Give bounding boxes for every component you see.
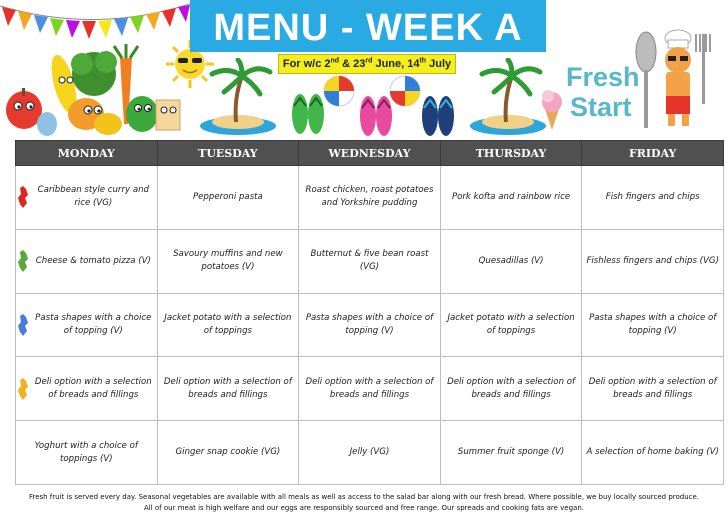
marker-shape bbox=[18, 314, 28, 336]
menu-cell bbox=[16, 357, 158, 421]
beach-ball-icon bbox=[388, 74, 422, 108]
marker-shape bbox=[18, 186, 28, 208]
menu-cell: Jacket potato with a selection of toppings bbox=[440, 293, 582, 357]
table-row bbox=[16, 357, 724, 421]
menu-cell: Pepperoni pasta bbox=[157, 166, 299, 230]
day-header-row bbox=[16, 141, 724, 166]
menu-cell: Pasta shapes with a choice of topping (V) bbox=[582, 293, 724, 357]
menu-cell: Summer fruit sponge (V) bbox=[440, 421, 582, 485]
footer-line: All of our meat is high welfare and our eggs are responsibly sourced and free range. Our spreads and cooking fats are vegan. bbox=[144, 504, 584, 512]
fresh-start-logo: Fresh Start bbox=[566, 62, 640, 122]
bunting-icon bbox=[0, 0, 190, 48]
day-header: FRIDAY bbox=[582, 141, 724, 166]
menu-cell: Jacket potato with a selection of toppings bbox=[157, 293, 299, 357]
menu-cell: Butternut & five bean roast (VG) bbox=[299, 229, 441, 293]
menu-item-text: Caribbean style curry and rice (VG) bbox=[37, 185, 149, 209]
day-header: WEDNESDAY bbox=[299, 141, 441, 166]
week-dates-label: For w/c 2nd & 23rd June, 14th July bbox=[278, 54, 456, 74]
table-row bbox=[16, 421, 724, 485]
day-header: THURSDAY bbox=[440, 141, 582, 166]
day-header: TUESDAY bbox=[157, 141, 299, 166]
ice-cream-icon bbox=[536, 86, 568, 132]
menu-cell: Pork kofta and rainbow rice bbox=[440, 166, 582, 230]
hand-marker-icon bbox=[17, 250, 29, 272]
weekly-menu-table bbox=[15, 140, 724, 485]
hand-marker-icon bbox=[17, 314, 29, 336]
menu-cell: A selection of home baking (V) bbox=[582, 421, 724, 485]
footer-line: Fresh fruit is served every day. Seasonal vegetables are available with all meals as well as access to the salad bar along with our fresh bread. Where possible, we buy locally sourced produce. bbox=[28, 493, 700, 501]
menu-cell: Ginger snap cookie (VG) bbox=[157, 421, 299, 485]
hand-marker-icon bbox=[17, 186, 29, 208]
menu-item-text: Deli option with a selection of breads and fillings bbox=[34, 376, 152, 400]
menu-cell: Fishless fingers and chips (VG) bbox=[582, 229, 724, 293]
day-header: MONDAY bbox=[16, 141, 158, 166]
menu-title: MENU - WEEK A bbox=[190, 0, 546, 52]
menu-cell: Savoury muffins and new potatoes (V) bbox=[157, 229, 299, 293]
table-row bbox=[16, 166, 724, 230]
flip-flops-icon bbox=[418, 92, 458, 138]
menu-footer-note bbox=[0, 492, 728, 514]
table-row bbox=[16, 293, 724, 357]
menu-cell: Quesadillas (V) bbox=[440, 229, 582, 293]
table-row bbox=[16, 229, 724, 293]
marker-shape bbox=[18, 378, 28, 400]
marker-shape bbox=[18, 250, 28, 272]
menu-cell bbox=[16, 166, 158, 230]
menu-cell: Deli option with a selection of breads and fillings bbox=[440, 357, 582, 421]
menu-cell: Roast chicken, roast potatoes and Yorkshire pudding bbox=[299, 166, 441, 230]
palm-island-icon bbox=[198, 58, 278, 136]
menu-cell bbox=[16, 293, 158, 357]
hand-marker-icon bbox=[17, 378, 29, 400]
chef-spoon-mascot-icon bbox=[632, 28, 722, 132]
menu-cell: Deli option with a selection of breads and fillings bbox=[582, 357, 724, 421]
menu-cell: Yoghurt with a choice of toppings (V) bbox=[16, 421, 158, 485]
menu-item-text: Cheese & tomato pizza (V) bbox=[35, 255, 151, 266]
menu-cell: Deli option with a selection of breads and fillings bbox=[157, 357, 299, 421]
menu-cell: Jelly (VG) bbox=[299, 421, 441, 485]
menu-cell: Pasta shapes with a choice of topping (V) bbox=[299, 293, 441, 357]
menu-cell bbox=[16, 229, 158, 293]
menu-item-text: Pasta shapes with a choice of topping (V) bbox=[35, 312, 152, 336]
menu-cell: Fish fingers and chips bbox=[582, 166, 724, 230]
menu-cell: Deli option with a selection of breads and fillings bbox=[299, 357, 441, 421]
beach-ball-icon bbox=[322, 74, 356, 108]
